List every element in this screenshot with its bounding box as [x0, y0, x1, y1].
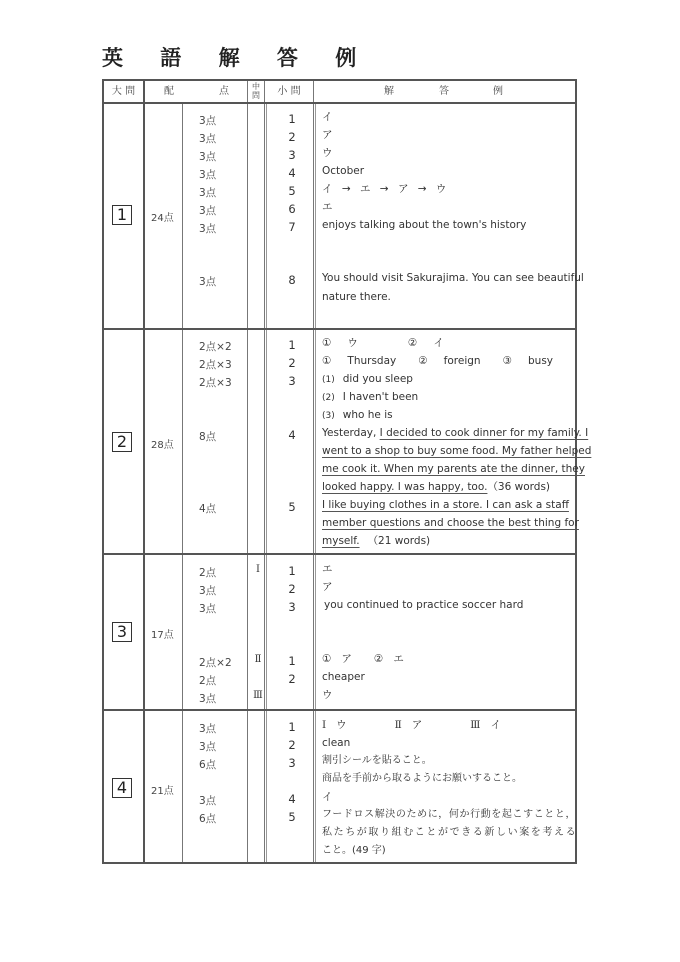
row-points: 3点 — [199, 187, 217, 199]
col-divider-chumon-double — [266, 103, 267, 862]
row-answer-line-2 — [322, 442, 592, 460]
answer-value: ア — [411, 719, 423, 731]
row-mid-question: Ⅲ — [253, 690, 263, 701]
row-answer-line-1: 割引シールを貼ること。 — [322, 755, 432, 766]
row-number: 3 — [288, 374, 296, 388]
row-number: 5 — [288, 500, 296, 514]
answer-underlined: I decided to cook dinner for my family. I — [379, 427, 589, 439]
sub-text: who he is — [342, 409, 393, 421]
section-total-points: 24点 — [151, 213, 174, 224]
col-divider-haiten-sub — [182, 103, 183, 862]
answer-value: エ — [393, 653, 404, 665]
row-points: 3点 — [199, 169, 217, 181]
answer-value: イ — [490, 719, 501, 731]
row-number: 6 — [288, 202, 296, 216]
header-shomon: 小 問 — [277, 86, 301, 97]
section-total-points: 28点 — [151, 440, 174, 451]
row-points: 2点×3 — [199, 377, 232, 389]
col-divider-daimon — [143, 81, 145, 862]
row-answer — [322, 716, 574, 734]
answer-value: ウ — [347, 337, 358, 349]
row-answer: ウ — [322, 147, 333, 159]
section-number-box: 4 — [112, 778, 132, 798]
answer-value: foreign — [443, 355, 481, 367]
page-title: 英 語 解 答 例 — [102, 46, 372, 70]
row-points: 3点 — [199, 741, 217, 753]
section-total-points: 17点 — [151, 630, 174, 641]
answer-lead: Yesterday, — [322, 427, 380, 439]
answer-label: ③ — [502, 355, 512, 367]
section-divider-1-2 — [104, 328, 575, 330]
row-answer: cheaper — [322, 671, 365, 683]
header-haiten-1: 配 — [164, 86, 174, 97]
row-number: 4 — [288, 428, 296, 442]
section-number-box: 3 — [112, 622, 132, 642]
row-answer: ウ — [322, 689, 333, 701]
row-number: 2 — [288, 582, 296, 596]
header-daimon: 大 問 — [111, 86, 136, 97]
row-answer-line-1 — [322, 424, 589, 442]
sub-text: did you sleep — [342, 373, 413, 385]
header-haiten-2: 点 — [219, 86, 229, 97]
row-number: 1 — [288, 338, 296, 352]
answer-value: busy — [528, 355, 554, 367]
row-points: 2点×2 — [199, 341, 232, 353]
row-number: 1 — [288, 564, 296, 578]
row-points: 2点 — [199, 675, 217, 687]
row-number: 4 — [288, 166, 296, 180]
row-answer-line-2: 商品を手前から取るようにお願いすること。 — [322, 773, 522, 784]
answer-label: Ⅰ — [322, 719, 327, 731]
answer-label: ② — [373, 653, 384, 665]
section-number-box: 1 — [112, 205, 132, 225]
sub-label: (3) — [322, 411, 335, 421]
row-number: 3 — [288, 600, 296, 614]
answer-underlined: myself. — [322, 535, 360, 547]
answer-label: Ⅱ — [394, 719, 402, 731]
row-number: 1 — [288, 112, 296, 126]
row-answer: エ — [322, 201, 333, 213]
answer-underlined: member questions and choose the best thing for — [322, 517, 579, 529]
row-answer-line-4 — [322, 478, 574, 496]
col-divider-chumon — [264, 81, 265, 862]
row-number: 5 — [288, 184, 296, 198]
row-answer: clean — [322, 737, 351, 749]
row-answer — [322, 334, 574, 352]
row-answer — [322, 650, 574, 668]
row-points: 3点 — [199, 223, 217, 235]
row-points: 8点 — [199, 431, 217, 443]
answer-label: ② — [407, 337, 418, 349]
row-answer-line-2: 私たちが取り組むことができる新しい案を考える — [322, 827, 578, 838]
header-kaitou-1: 解 — [384, 86, 394, 97]
row-number: 2 — [288, 130, 296, 144]
row-answer-line-1 — [322, 496, 574, 514]
row-number: 3 — [288, 148, 296, 162]
row-answer: イ — [322, 791, 333, 803]
answer-underlined: looked happy. I was happy, too. — [322, 481, 488, 493]
word-count: （21 words) — [367, 535, 431, 547]
answer-value: イ — [433, 337, 444, 349]
row-answer — [322, 352, 574, 370]
row-points: 3点 — [199, 795, 217, 807]
answer-label: Ⅲ — [470, 719, 481, 731]
section-divider-3-4 — [104, 709, 575, 711]
row-points: 3点 — [199, 151, 217, 163]
answer-label: ① — [322, 653, 332, 665]
row-number: 5 — [288, 810, 296, 824]
row-answer-sub-3 — [322, 406, 574, 425]
sub-label: (1) — [322, 375, 335, 385]
row-points: 4点 — [199, 503, 217, 515]
section-total-points: 21点 — [151, 786, 174, 797]
row-points: 2点×2 — [199, 657, 232, 669]
row-answer: enjoys talking about the town's history — [322, 219, 527, 231]
row-answer: エ — [322, 563, 333, 575]
row-points: 2点×3 — [199, 359, 232, 371]
row-answer-line-1: You should visit Sakurajima. You can see beautiful — [322, 272, 584, 284]
row-answer-sub-1 — [322, 370, 574, 389]
answer-underlined: I like buying clothes in a store. I can ask a staff — [322, 499, 569, 511]
row-answer: ア — [322, 581, 333, 593]
word-count: （36 words) — [487, 481, 551, 493]
answer-underlined: went to a shop to buy some food. My father helped — [322, 445, 592, 457]
row-mid-question: Ⅰ — [256, 564, 260, 575]
answer-label: ① — [322, 355, 332, 367]
header-chumon: 中問 — [252, 82, 260, 100]
row-number: 2 — [288, 738, 296, 752]
header-kaitou-2: 答 — [439, 86, 449, 97]
sub-text: I haven't been — [342, 391, 419, 403]
row-points: 3点 — [199, 603, 217, 615]
row-points: 3点 — [199, 205, 217, 217]
header-kaitou-3: 例 — [493, 86, 503, 97]
section-divider-2-3 — [104, 553, 575, 555]
row-points: 3点 — [199, 115, 217, 127]
answer-value: Thursday — [347, 355, 397, 367]
row-mid-question: Ⅱ — [254, 654, 262, 665]
row-number: 1 — [288, 654, 296, 668]
row-answer: you continued to practice soccer hard — [324, 599, 524, 611]
row-answer: ア — [322, 129, 333, 141]
row-points: 3点 — [199, 133, 217, 145]
row-answer: October — [322, 165, 365, 177]
row-number: 3 — [288, 756, 296, 770]
row-points: 6点 — [199, 759, 217, 771]
row-answer-sub-2 — [322, 388, 574, 407]
row-points: 2点 — [199, 567, 217, 579]
row-number: 4 — [288, 792, 296, 806]
row-number: 7 — [288, 220, 296, 234]
answer-label: ① — [322, 337, 332, 349]
row-answer: イ → エ → ア → ウ — [322, 183, 447, 195]
answer-underlined: me cook it. When my parents ate the dinner, they — [322, 463, 585, 475]
row-points: 6点 — [199, 813, 217, 825]
row-points: 3点 — [199, 723, 217, 735]
row-answer-line-3: こと。(49 字) — [322, 845, 386, 856]
sub-label: (2) — [322, 393, 335, 403]
row-points: 3点 — [199, 693, 217, 705]
row-answer-line-2: nature there. — [322, 291, 391, 303]
row-answer-line-3 — [322, 532, 574, 550]
answer-table — [102, 79, 592, 864]
row-number: 8 — [288, 273, 296, 287]
row-number: 2 — [288, 672, 296, 686]
row-answer-line-3 — [322, 460, 585, 478]
row-number: 1 — [288, 720, 296, 734]
row-answer-line-1: フードロス解決のために，何か行動を起こすことと， — [322, 809, 577, 820]
row-number: 2 — [288, 356, 296, 370]
row-answer: イ — [322, 111, 333, 123]
row-answer-line-2 — [322, 514, 579, 532]
answer-value: ア — [341, 653, 352, 665]
row-points: 3点 — [199, 276, 217, 288]
answer-value: ウ — [336, 719, 347, 731]
answer-label: ② — [418, 355, 428, 367]
row-points: 3点 — [199, 585, 217, 597]
section-number-box: 2 — [112, 432, 132, 452]
